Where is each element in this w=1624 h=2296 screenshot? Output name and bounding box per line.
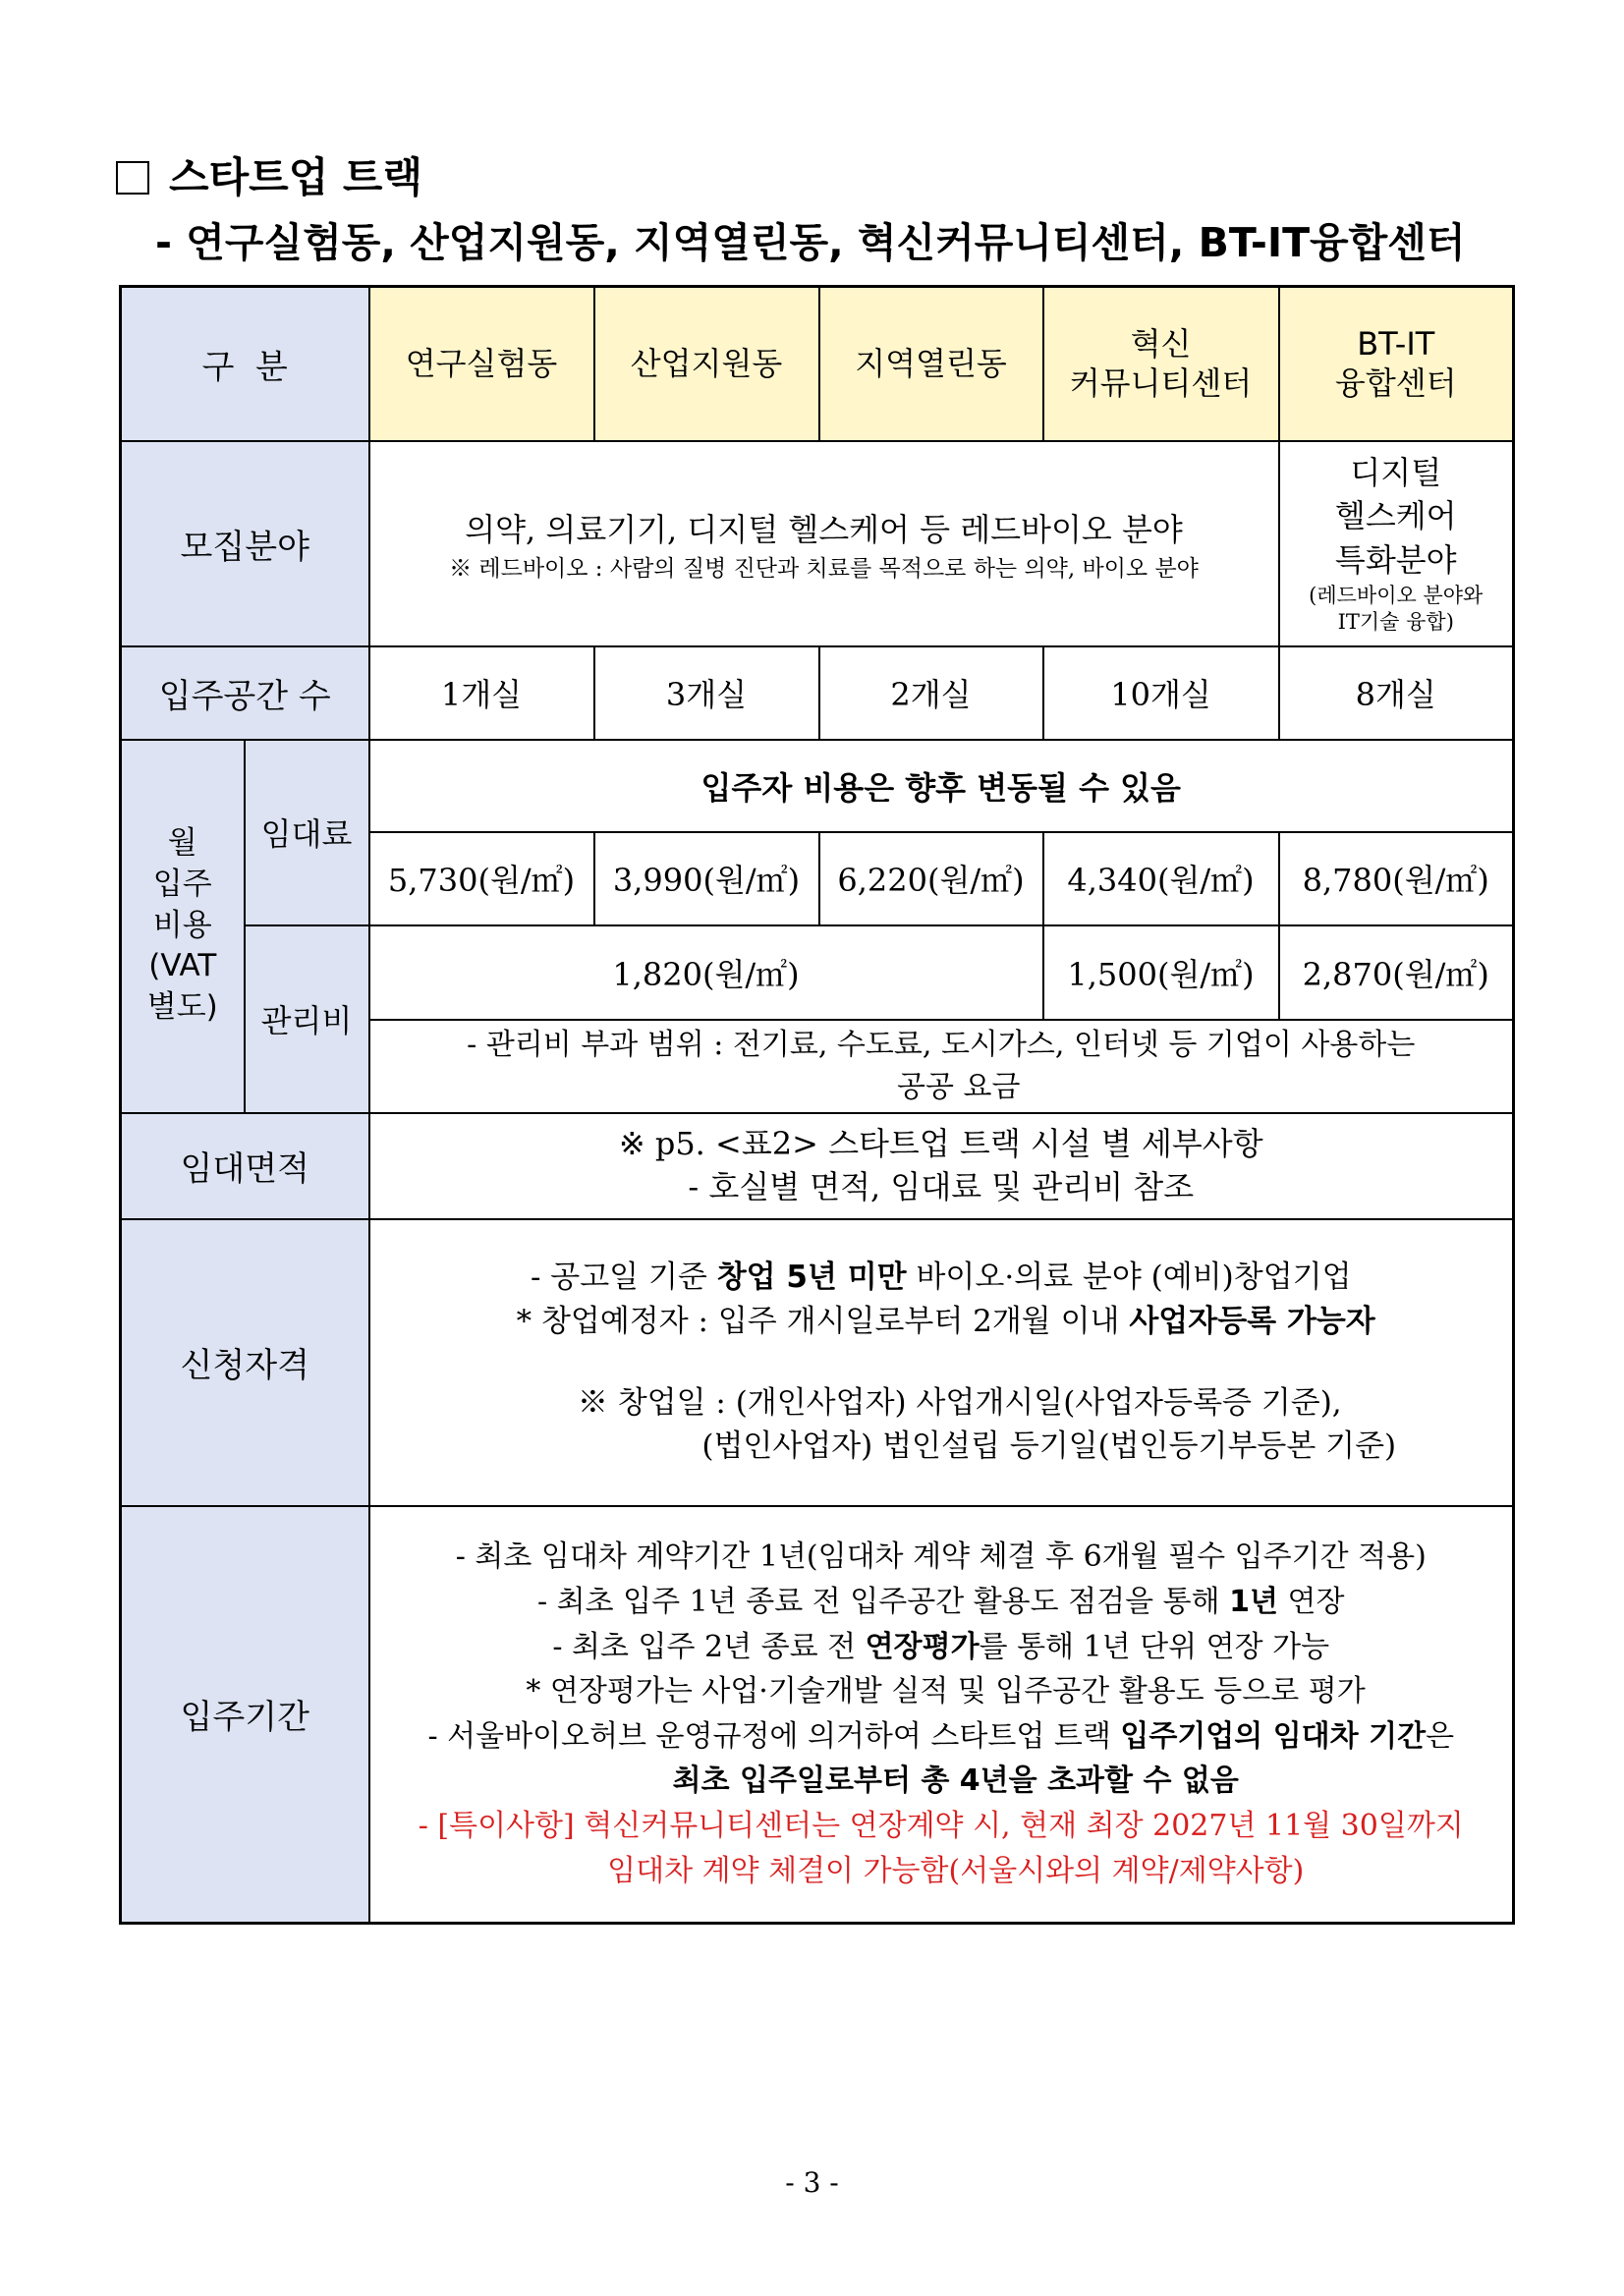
header-innovation: 혁신 커뮤니티센터	[1043, 287, 1279, 441]
mgmt-btit: 2,870(원/㎡)	[1279, 925, 1514, 1020]
area-content	[369, 1113, 1514, 1219]
rent-label: 임대료	[245, 740, 369, 925]
mgmt-label: 관리비	[245, 925, 369, 1113]
spaces-industry: 3개실	[594, 646, 819, 740]
header-btit: BT-IT 융합센터	[1279, 287, 1514, 441]
recruit-field	[369, 441, 1279, 646]
spaces-research: 1개실	[369, 646, 594, 740]
spaces-regional: 2개실	[819, 646, 1043, 740]
header-industry: 산업지원동	[594, 287, 819, 441]
period-content	[369, 1506, 1514, 1924]
rent-regional: 6,220(원/㎡)	[819, 832, 1043, 925]
spaces-row	[121, 646, 1514, 740]
notice-row	[121, 740, 1514, 832]
recruit-main: 의약, 의료기기, 디지털 헬스케어 등 레드바이오 분야	[465, 510, 1183, 548]
period-line2: - 최초 입주 1년 종료 전 입주공간 활용도 점검을 통해 1년 연장	[536, 1584, 1345, 1619]
header-label: 구 분	[121, 287, 369, 441]
recruit-btit	[1279, 441, 1514, 646]
checkbox-icon	[116, 161, 149, 195]
period-line1: - 최초 임대차 계약기간 1년(임대차 계약 체결 후 6개월 필수 입주기간 적용)	[455, 1540, 1427, 1575]
rent-industry: 3,990(원/㎡)	[594, 832, 819, 925]
eligibility-content	[369, 1219, 1514, 1506]
recruit-note: ※ 레드바이오 : 사람의 질병 진단과 치료를 목적으로 하는 의약, 바이오 분야	[449, 555, 1199, 582]
eligibility-line3: ※ 창업일 : (개인사업자) 사업개시일(사업자등록증 기준),	[577, 1384, 1342, 1421]
page-number: - 3 -	[785, 2166, 839, 2199]
recruit-btit-main: 디지털 헬스케어 특화분야	[1334, 453, 1457, 580]
rent-research: 5,730(원/㎡)	[369, 832, 594, 925]
period-line3: - 최초 입주 2년 종료 전 연장평가를 통해 1년 단위 연장 가능	[552, 1629, 1330, 1664]
eligibility-line4: (법인사업자) 법인설립 등기일(법인등기부등본 기준)	[701, 1428, 1397, 1465]
title-text: 스타트업 트랙	[169, 153, 423, 201]
section-subtitle: - 연구실험동, 산업지원동, 지역열린동, 혁신커뮤니티센터, BT-IT융합센터	[155, 219, 1466, 266]
header-regional: 지역열린동	[819, 287, 1043, 441]
mgmt-innovation: 1,500(원/㎡)	[1043, 925, 1279, 1020]
section-title	[116, 145, 422, 204]
header-row	[121, 287, 1514, 441]
recruit-btit-note: (레드바이오 분야와 IT기술 융합)	[1309, 583, 1484, 635]
eligibility-line2: * 창업예정자 : 입주 개시일로부터 2개월 이내 사업자등록 가능자	[506, 1303, 1375, 1339]
rent-innovation: 4,340(원/㎡)	[1043, 832, 1279, 925]
recruit-row	[121, 441, 1514, 646]
startup-track-table	[119, 285, 1515, 1925]
period-line5: - 서울바이오허브 운영규정에 의거하여 스타트업 트랙 입주기업의 임대차 기간은	[427, 1718, 1455, 1754]
spaces-label: 입주공간 수	[121, 646, 369, 740]
period-row	[121, 1506, 1514, 1924]
area-label: 임대면적	[121, 1113, 369, 1219]
eligibility-label: 신청자격	[121, 1219, 369, 1506]
period-special-line2: 임대차 계약 체결이 가능함(서울시와의 계약/제약사항)	[607, 1853, 1305, 1888]
eligibility-line1: - 공고일 기준 창업 5년 미만 바이오·의료 분야 (예비)창업기업	[530, 1259, 1352, 1295]
spaces-innovation: 10개실	[1043, 646, 1279, 740]
period-line4: * 연장평가는 사업·기술개발 실적 및 입주공간 활용도 등으로 평가	[516, 1674, 1366, 1709]
area-row	[121, 1113, 1514, 1219]
eligibility-row	[121, 1219, 1514, 1506]
area-line1: ※ p5. <표2> 스타트업 트랙 시설 별 세부사항	[618, 1125, 1263, 1163]
rent-btit: 8,780(원/㎡)	[1279, 832, 1514, 925]
header-research: 연구실험동	[369, 287, 594, 441]
mgmt-note	[369, 1020, 1514, 1113]
period-label: 입주기간	[121, 1506, 369, 1924]
spaces-btit: 8개실	[1279, 646, 1514, 740]
mgmt-note-line1: - 관리비 부과 범위 : 전기료, 수도료, 도시가스, 인터넷 등 기업이 사용하는	[467, 1027, 1416, 1062]
mgmt-row	[121, 925, 1514, 1020]
area-line2: - 호실별 면적, 임대료 및 관리비 참조	[688, 1167, 1195, 1205]
monthly-cost-label: 월 입주 비용 (VAT 별도)	[121, 740, 245, 1113]
mgmt-shared: 1,820(원/㎡)	[369, 925, 1043, 1020]
mgmt-note-line2: 공공 요금	[897, 1070, 1021, 1104]
period-special-line1: - [특이사항] 혁신커뮤니티센터는 연장계약 시, 현재 최장 2027년 11월 30일까지	[418, 1808, 1464, 1843]
recruit-label: 모집분야	[121, 441, 369, 646]
cost-notice: 입주자 비용은 향후 변동될 수 있음	[369, 740, 1514, 832]
period-line6: 최초 입주일로부터 총 4년을 초과할 수 없음	[672, 1764, 1239, 1799]
